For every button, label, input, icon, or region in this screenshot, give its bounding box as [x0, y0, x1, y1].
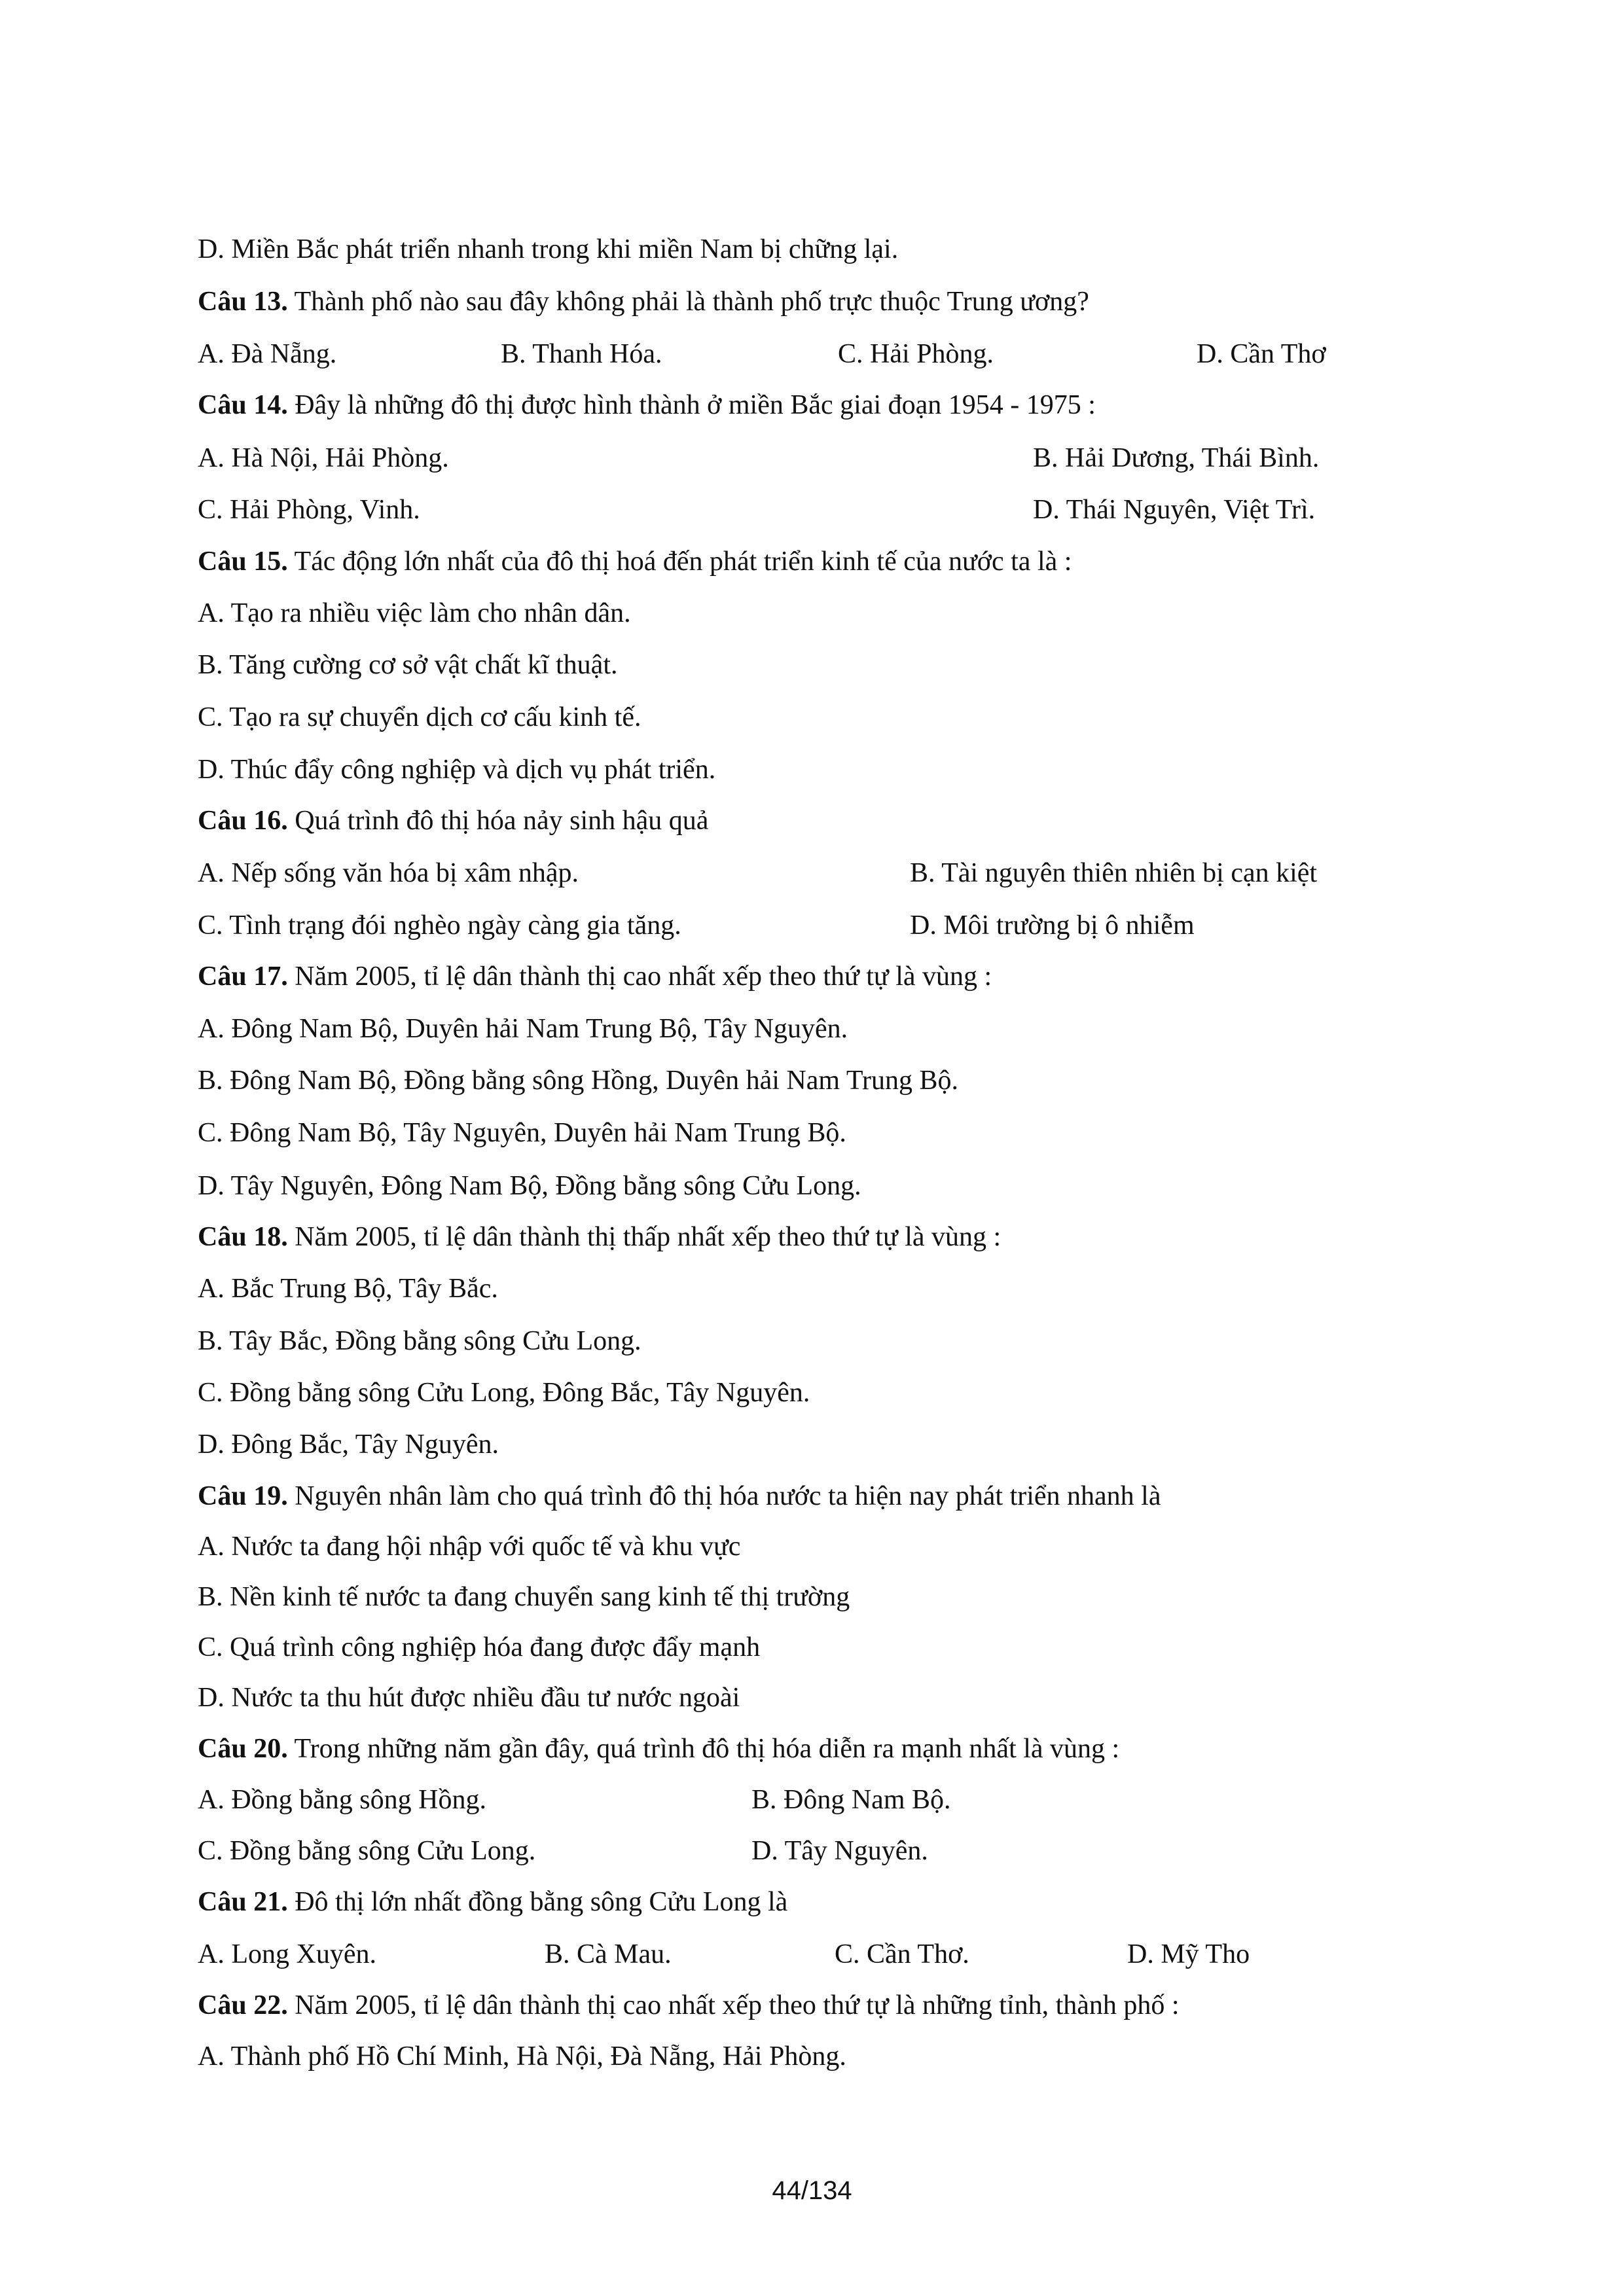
question-13: [198, 285, 1089, 319]
question-21-number: Câu 21.: [198, 1887, 288, 1917]
q21-option-a: A. Long Xuyên.: [198, 1939, 376, 1969]
q18-option-b: B. Tây Bắc, Đồng bằng sông Cửu Long.: [198, 1326, 641, 1356]
q20-option-b: B. Đông Nam Bộ.: [751, 1785, 951, 1815]
q16-option-b: B. Tài nguyên thiên nhiên bị cạn kiệt: [910, 858, 1318, 888]
question-21-text: Đô thị lớn nhất đồng bằng sông Cửu Long là: [287, 1887, 788, 1917]
q20-option-c: C. Đồng bằng sông Cửu Long.: [198, 1836, 536, 1866]
q19-option-d: D. Nước ta thu hút được nhiều đầu tư nước ngoài: [198, 1683, 740, 1713]
q13-option-d: D. Cần Thơ: [1197, 339, 1326, 369]
q16-option-d: D. Môi trường bị ô nhiễm: [910, 910, 1195, 941]
q17-option-b: B. Đông Nam Bộ, Đồng bằng sông Hồng, Duyên hải Nam Trung Bộ.: [198, 1066, 958, 1096]
q14-option-a: A. Hà Nội, Hải Phòng.: [198, 443, 449, 473]
q15-option-a: A. Tạo ra nhiều việc làm cho nhân dân.: [198, 598, 631, 628]
q19-option-b: B. Nền kinh tế nước ta đang chuyển sang kinh tế thị trường: [198, 1582, 850, 1612]
question-14-text: Đây là những đô thị được hình thành ở miền Bắc giai đoạn 1954 - 1975 :: [287, 390, 1096, 420]
question-13-number: Câu 13.: [198, 287, 288, 317]
q21-option-d: D. Mỹ Tho: [1127, 1939, 1250, 1969]
question-19-text: Nguyên nhân làm cho quá trình đô thị hóa nước ta hiện nay phát triển nhanh là: [287, 1481, 1161, 1511]
question-17: [198, 960, 992, 994]
question-16-number: Câu 16.: [198, 806, 288, 836]
question-15: [198, 545, 1072, 579]
question-16-text: Quá trình đô thị hóa nảy sinh hậu quả: [287, 806, 709, 836]
q17-option-c: C. Đông Nam Bộ, Tây Nguyên, Duyên hải Nam Trung Bộ.: [198, 1118, 846, 1148]
question-22-number: Câu 22.: [198, 1990, 288, 2020]
question-19: [198, 1479, 1161, 1513]
q20-option-d: D. Tây Nguyên.: [751, 1836, 928, 1866]
question-18-number: Câu 18.: [198, 1222, 288, 1252]
q20-option-a: A. Đồng bằng sông Hồng.: [198, 1785, 486, 1815]
q13-option-c: C. Hải Phòng.: [838, 339, 994, 369]
question-18: [198, 1220, 1001, 1254]
q17-option-a: A. Đông Nam Bộ, Duyên hải Nam Trung Bộ, Tây Nguyên.: [198, 1014, 848, 1044]
q16-option-c: C. Tình trạng đói nghèo ngày càng gia tăng.: [198, 910, 681, 941]
q18-option-a: A. Bắc Trung Bộ, Tây Bắc.: [198, 1274, 498, 1304]
question-16: [198, 804, 708, 838]
q15-option-d: D. Thúc đẩy công nghiệp và dịch vụ phát triển.: [198, 755, 716, 785]
question-20-number: Câu 20.: [198, 1734, 288, 1764]
question-17-text: Năm 2005, tỉ lệ dân thành thị cao nhất xếp theo thứ tự là vùng :: [287, 961, 992, 992]
q18-option-d: D. Đông Bắc, Tây Nguyên.: [198, 1429, 499, 1460]
q13-option-b: B. Thanh Hóa.: [501, 339, 662, 369]
q16-option-a: A. Nếp sống văn hóa bị xâm nhập.: [198, 858, 579, 888]
q13-option-a: A. Đà Nẵng.: [198, 339, 337, 369]
q15-option-c: C. Tạo ra sự chuyển dịch cơ cấu kinh tế.: [198, 702, 641, 732]
q19-option-c: C. Quá trình công nghiệp hóa đang được đẩy mạnh: [198, 1632, 761, 1662]
question-15-text: Tác động lớn nhất của đô thị hoá đến phát triển kinh tế của nước ta là :: [287, 547, 1072, 577]
q21-option-c: C. Cần Thơ.: [835, 1939, 969, 1969]
q15-option-b: B. Tăng cường cơ sở vật chất kĩ thuật.: [198, 650, 618, 680]
question-17-number: Câu 17.: [198, 961, 288, 992]
question-20-text: Trong những năm gần đây, quá trình đô thị hóa diễn ra mạnh nhất là vùng :: [287, 1734, 1120, 1764]
q22-option-a: A. Thành phố Hồ Chí Minh, Hà Nội, Đà Nẵng, Hải Phòng.: [198, 2041, 846, 2072]
page-number: 44/134: [772, 2176, 852, 2205]
question-19-number: Câu 19.: [198, 1481, 288, 1511]
question-22: [198, 1988, 1180, 2022]
question-18-text: Năm 2005, tỉ lệ dân thành thị thấp nhất xếp theo thứ tự là vùng :: [287, 1222, 1001, 1252]
question-13-text: Thành phố nào sau đây không phải là thành phố trực thuộc Trung ương?: [287, 287, 1089, 317]
q18-option-c: C. Đồng bằng sông Cửu Long, Đông Bắc, Tây Nguyên.: [198, 1378, 810, 1408]
question-21: [198, 1885, 787, 1919]
q14-option-b: B. Hải Dương, Thái Bình.: [1033, 443, 1320, 473]
q14-option-c: C. Hải Phòng, Vinh.: [198, 495, 420, 525]
question-15-number: Câu 15.: [198, 547, 288, 577]
q14-option-d: D. Thái Nguyên, Việt Trì.: [1033, 495, 1316, 525]
q21-option-b: B. Cà Mau.: [545, 1939, 672, 1969]
question-20: [198, 1732, 1119, 1766]
q12-option-d: D. Miền Bắc phát triển nhanh trong khi miền Nam bị chững lại.: [198, 234, 899, 264]
question-14: [198, 388, 1096, 422]
q19-option-a: A. Nước ta đang hội nhập với quốc tế và khu vực: [198, 1532, 741, 1562]
question-22-text: Năm 2005, tỉ lệ dân thành thị cao nhất xếp theo thứ tự là những tỉnh, thành phố :: [287, 1990, 1180, 2020]
q17-option-d: D. Tây Nguyên, Đông Nam Bộ, Đồng bằng sông Cửu Long.: [198, 1171, 861, 1201]
question-14-number: Câu 14.: [198, 390, 288, 420]
